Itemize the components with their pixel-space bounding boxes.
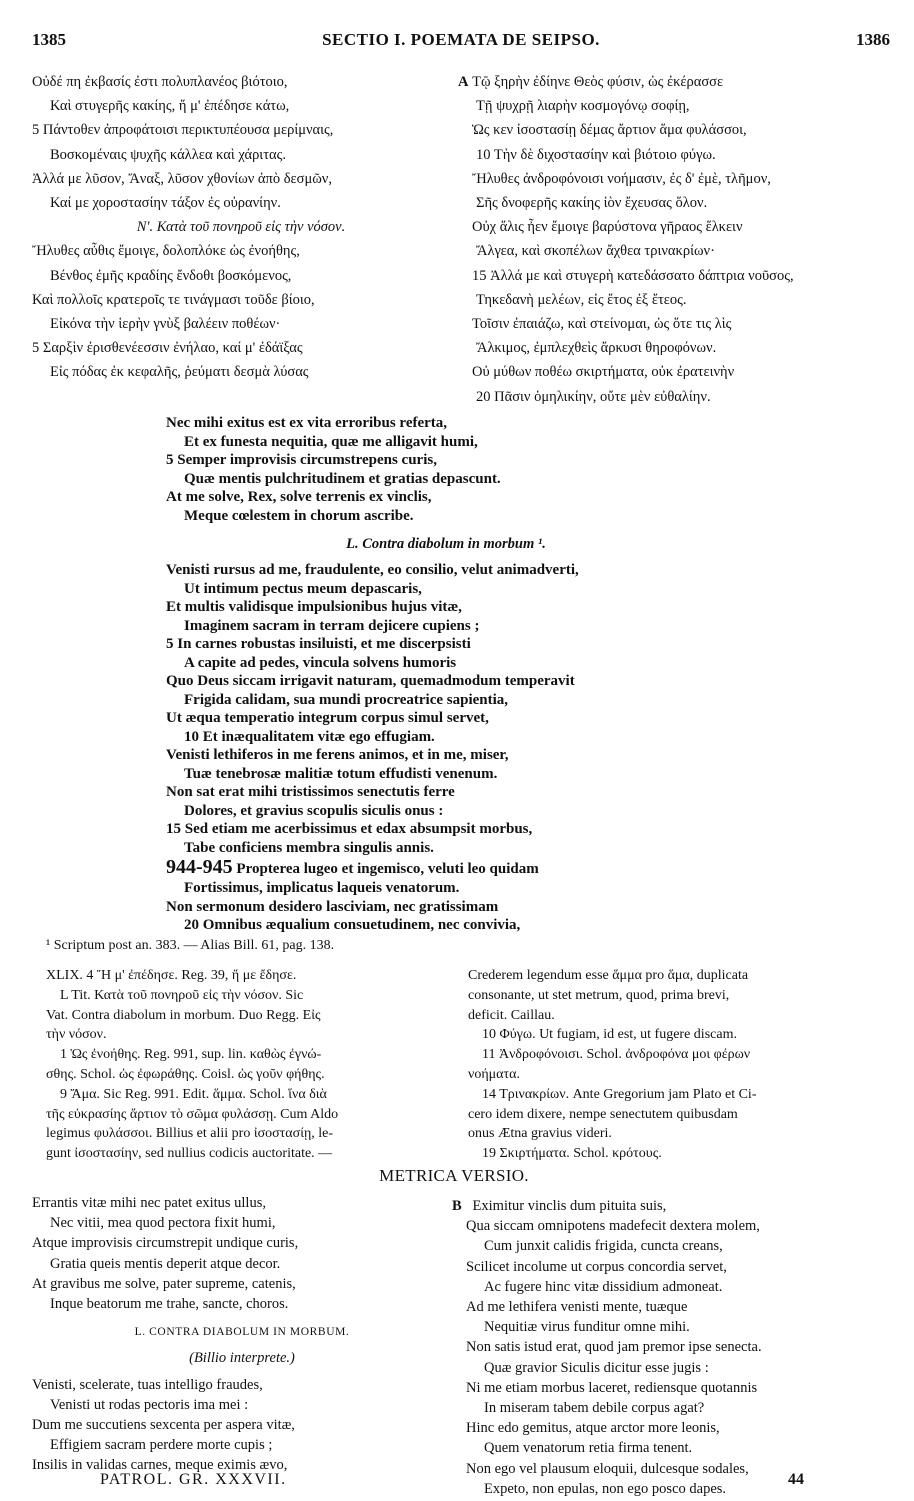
greek-poem-heading: Ν'. Κατὰ τοῦ πονηροῦ εἰς τὴν νόσον. bbox=[136, 219, 346, 236]
greek-line: Καί με χοροστασίην τάξον ἐς οὐρανίην. bbox=[50, 195, 281, 212]
latin-line: 5 Semper improvisis circumstrepens curis, bbox=[166, 452, 437, 468]
greek-line: Ἄλγεα, καὶ σκοπέλων ἄχθεα τρινακρίων· bbox=[476, 243, 715, 260]
metrica-poem-heading: L. CONTRA DIABOLUM IN MORBUM. bbox=[134, 1326, 350, 1339]
verse-line: At gravibus me solve, pater supreme, catenis, bbox=[32, 1275, 296, 1292]
greek-line: Ἤλυθες ἀνδροφόνοισι νοήμασιν, ἐς δ' ἐμὲ, τλῆμον, bbox=[472, 170, 771, 187]
latin-line: Ut intimum pectus meum depascaris, bbox=[184, 580, 422, 597]
verse-line: Nec vitii, mea quod pectora fixit humi, bbox=[50, 1215, 276, 1232]
verse-line: Cum junxit calidis frigida, cuncta creans, bbox=[484, 1238, 723, 1255]
greek-line: Βοσκομέναις ψυχῆς κάλλεα καὶ χάριτας. bbox=[50, 146, 286, 163]
greek-line: Τοῖσιν ἐπαιάζω, καὶ στείνομαι, ὡς ὅτε τις λὶς bbox=[472, 316, 732, 333]
note-line: 9 Ἄμα. Sic Reg. 991. Edit. ἅμμα. Schol. ἵνα διὰ bbox=[60, 1086, 327, 1102]
note-line: 1 Ὡς ἐνοήθης. Reg. 991, sup. lin. καθὼς ἐγνώ- bbox=[60, 1047, 322, 1063]
page-header bbox=[32, 30, 890, 56]
verse-line: Ni me etiam morbus laceret, rediensque quotannis bbox=[466, 1379, 758, 1396]
greek-line: Εἰς πόδας ἐκ κεφαλῆς, ῥεύματι δεσμὰ λύσας bbox=[50, 364, 309, 381]
greek-line: Ὡς κεν ἰσοστασίῃ δέμας ἄρτιον ἅμα φυλάσσοι, bbox=[472, 122, 747, 139]
note-line: τὴν νόσον. bbox=[46, 1027, 107, 1043]
greek-line: Ἄλκιμος, ἐμπλεχθεὶς ἄρκυσι θηροφόνων. bbox=[476, 340, 717, 357]
verse-line: Scilicet incolume ut corpus concordia servet, bbox=[466, 1258, 727, 1275]
greek-line: 5 Σαρξὶν ἐρισθενέεσσιν ἐνήλαο, καί μ' ἐδάϊξας bbox=[32, 340, 303, 357]
note-line: legimus φυλάσσοι. Billius et alii pro ἰσοστασίῃ, le- bbox=[46, 1126, 334, 1142]
latin-line: 20 Omnibus æqualium consuetudinem, nec convivia, bbox=[184, 917, 521, 933]
greek-line: Τῷ ξηρὴν ἐδίηνε Θεὸς φύσιν, ὡς ἐκέρασσε bbox=[472, 74, 724, 90]
metrica-versio-title: METRICA VERSIO. bbox=[379, 1166, 529, 1185]
verse-line: Errantis vitæ mihi nec patet exitus ullus, bbox=[32, 1195, 266, 1211]
greek-left-column bbox=[32, 70, 450, 385]
greek-line: Καὶ στυγερῆς κακίης, ἥ μ' ἐπέδησε κάτω, bbox=[50, 98, 290, 115]
latin-line: Fortissimus, implicatus laqueis venatorum. bbox=[184, 880, 460, 896]
note-line: L Tit. Κατὰ τοῦ πονηροῦ εἰς τὴν νόσον. Sic bbox=[60, 987, 304, 1003]
verse-line: Venisti ut rodas pectoris ima mei : bbox=[50, 1396, 249, 1413]
note-line: Crederem legendum esse ἅμμα pro ἅμα, duplicata bbox=[468, 968, 749, 983]
verse-line: Insilis in validas carnes, meque eximis ævo, bbox=[32, 1457, 288, 1474]
greek-line: Βένθος ἐμῆς κραδίης ἔνδοθι βοσκόμενος, bbox=[50, 267, 292, 284]
note-line: 11 Ἀνδροφόνοισι. Schol. ἀνδροφόνα μοι φέρων bbox=[482, 1047, 751, 1063]
verse-line: Non satis istud erat, quod jam premor ipse senecta. bbox=[466, 1339, 762, 1356]
latin-line: Ut æqua temperatio integrum corpus simul servet, bbox=[166, 710, 489, 726]
note-line: consonante, ut stet metrum, quod, prima brevi, bbox=[468, 987, 730, 1003]
note-line: cero idem dixere, nempe senectutem quibusdam bbox=[468, 1106, 738, 1122]
latin-line: Dolores, et gravius scopulis siculis onus : bbox=[184, 802, 444, 819]
notes-left-column bbox=[46, 966, 446, 1164]
latin-top-block bbox=[166, 414, 726, 525]
latin-line: Propterea lugeo et ingemisco, veluti leo quidam bbox=[236, 861, 539, 877]
verse-line: Quæ gravior Siculis dicitur esse jugis : bbox=[484, 1359, 709, 1376]
greek-line: Τῇ ψυχρῇ λιαρὴν κοσμογόνῳ σοφίῃ, bbox=[476, 98, 690, 115]
greek-line: 20 Πᾶσιν ὁμηλικίην, οὔτε μὲν εὐθαλίην. bbox=[476, 388, 711, 405]
greek-line: Τηκεδανὴ μελέων, εἰς ἔτος ἐξ ἔτεος. bbox=[476, 291, 687, 308]
note-line: σθης. Schol. ὡς ἐφωράθης. Coisl. ὡς γοῦν φήθης. bbox=[46, 1066, 325, 1082]
latin-line: 10 Et inæqualitatem vitæ ego effugiam. bbox=[184, 728, 435, 745]
page-number-right: 1386 bbox=[856, 30, 890, 49]
latin-line: Quæ mentis pulchritudinem et gratias depascunt. bbox=[184, 470, 501, 487]
greek-line: Καὶ πολλοῖς κρατεροῖς τε τινάγμασι τοῦδε βίοιο, bbox=[32, 291, 315, 308]
latin-line: 5 In carnes robustas insiluisti, et me discerpsisti bbox=[166, 636, 471, 652]
footer-signature: PATROL. GR. XXXVII. bbox=[100, 1471, 287, 1488]
note-line: deficit. Caillau. bbox=[468, 1007, 555, 1023]
greek-line: 5 Πάντοθεν ἀπροφάτοισι περικτυπέουσα μερίμναις, bbox=[32, 122, 334, 139]
verse-line: Effigiem sacram perdere morte cupis ; bbox=[50, 1437, 273, 1454]
column-marker-b: B bbox=[452, 1198, 462, 1214]
greek-line: Σῆς δνοφερῆς κακίης ἰὸν ἔχευσας ὅλον. bbox=[476, 195, 708, 212]
latin-line: Frigida calidam, sua mundi procreatrice sapientia, bbox=[184, 691, 509, 708]
note-line: τῆς εὐκρασίης ἄρτιον τὸ σῶμα φυλάσσῃ. Cum Aldo bbox=[46, 1106, 339, 1122]
latin-line: 15 Sed etiam me acerbissimus et edax absumpsit morbus, bbox=[166, 821, 533, 837]
verse-line: Non ego vel plausum eloquii, dulcesque sodales, bbox=[466, 1460, 749, 1477]
metrica-right-column bbox=[452, 1196, 892, 1499]
note-line: XLIX. 4 Ἤ μ' ἐπέδησε. Reg. 39, ἥ με ἔδησε. bbox=[46, 968, 297, 983]
greek-line: Εἰκόνα τὴν ἱερὴν γνὺξ βαλέειν ποθέων· bbox=[50, 316, 281, 333]
verse-line: Dum me succutiens sexcenta per aspera vitæ, bbox=[32, 1417, 295, 1434]
column-marker-a: A bbox=[458, 74, 469, 90]
page-number-left: 1385 bbox=[32, 30, 66, 49]
note-line: 19 Σκιρτήματα. Schol. κρότους. bbox=[482, 1146, 662, 1162]
verse-line: Expeto, non epulas, non ego posco dapes. bbox=[484, 1480, 727, 1497]
verse-line: Gratia queis mentis deperit atque decor. bbox=[50, 1255, 281, 1272]
latin-line: Imaginem sacram in terram dejicere cupiens ; bbox=[184, 617, 480, 634]
footer-sheet-number: 44 bbox=[788, 1471, 804, 1488]
greek-line: Οὐδέ πη ἐκβασίς ἐστι πολυπλανέος βιότοιο, bbox=[32, 74, 288, 90]
greek-right-column bbox=[458, 70, 888, 409]
greek-line: Οὐ μύθων ποθέω σκιρτήματα, οὐκ ἐρατεινὴν bbox=[472, 364, 735, 381]
verse-line: Qua siccam omnipotens madefecit dextera molem, bbox=[466, 1218, 760, 1235]
column-number-marginal: 944-945 bbox=[166, 857, 233, 878]
verse-line: Ac fugere hinc vitæ dissidium admoneat. bbox=[484, 1278, 723, 1295]
note-line: gunt ἰσοστασίην, sed nullius codicis auctoritate. — bbox=[46, 1146, 333, 1162]
verse-line: Ad me lethifera venisti mente, tuæque bbox=[466, 1299, 688, 1316]
latin-line: Non sermonum desidero lasciviam, nec gratissimam bbox=[166, 898, 499, 915]
latin-line: Nec mihi exitus est ex vita erroribus referta, bbox=[166, 415, 448, 431]
verse-line: Eximitur vinclis dum pituita suis, bbox=[472, 1198, 667, 1214]
interpreter-note: (Billio interprete.) bbox=[189, 1350, 295, 1367]
note-line: νοήματα. bbox=[468, 1066, 520, 1082]
verse-line: In miseram tabem debile corpus agat? bbox=[484, 1400, 705, 1417]
footnote: ¹ Scriptum post an. 383. — Alias Bill. 61, pag. 138. bbox=[46, 938, 335, 953]
running-title: SECTIO I. POEMATA DE SEIPSO. bbox=[322, 30, 600, 49]
note-line: 10 Φύγω. Ut fugiam, id est, ut fugere discam. bbox=[482, 1027, 737, 1043]
note-line: onus Ætna gravius videri. bbox=[468, 1126, 612, 1142]
latin-line: At me solve, Rex, solve terrenis ex vinclis, bbox=[166, 489, 432, 505]
greek-line: Ἤλυθες αὖθις ἔμοιγε, δολοπλόκε ὡς ἐνοήθης, bbox=[32, 243, 300, 260]
latin-line: Venisti rursus ad me, fraudulente, eo consilio, velut animadverti, bbox=[166, 562, 579, 578]
latin-line: A capite ad pedes, vincula solvens humoris bbox=[184, 654, 457, 671]
greek-line: Οὐχ ἅλις ἦεν ἔμοιγε βαρύστονα γῆραος ἕλκειν bbox=[472, 219, 743, 236]
verse-line: Inque beatorum me trahe, sancte, choros. bbox=[50, 1296, 289, 1313]
verse-line: Hinc edo gemitus, atque arctor more leonis, bbox=[466, 1420, 720, 1437]
note-line: 14 Τρινακρίων. Ante Gregorium jam Plato et Ci- bbox=[482, 1086, 757, 1102]
latin-poem-heading: L. Contra diabolum in morbum ¹. bbox=[346, 536, 546, 552]
latin-line: Tabe conficiens membra singulis annis. bbox=[184, 839, 434, 856]
latin-line: Non sat erat mihi tristissimos senectutis ferre bbox=[166, 784, 455, 800]
latin-main-block bbox=[166, 561, 746, 935]
latin-line: Tuæ tenebrosæ malitiæ totum effudisti venenum. bbox=[184, 765, 498, 782]
notes-right-column bbox=[468, 966, 888, 1164]
verse-line: Atque improvisis circumstrepit undique curis, bbox=[32, 1235, 299, 1252]
verse-line: Venisti, scelerate, tuas intelligo fraudes, bbox=[32, 1376, 263, 1393]
verse-line: Nequitiæ virus funditur omne mihi. bbox=[484, 1319, 690, 1336]
greek-line: Ἀλλά με λῦσον, Ἄναξ, λῦσον χθονίων ἀπὸ δεσμῶν, bbox=[32, 170, 332, 187]
latin-line: Venisti lethiferos in me ferens animos, et in me, miser, bbox=[166, 747, 509, 763]
latin-line: Et multis validisque impulsionibus hujus vitæ, bbox=[166, 599, 462, 615]
note-line: Vat. Contra diabolum in morbum. Duo Regg. Εἰς bbox=[46, 1007, 321, 1023]
latin-line: Quo Deus siccam irrigavit naturam, quemadmodum temperavit bbox=[166, 673, 575, 689]
greek-line: 10 Τὴν δὲ διχοστασίην καὶ βιότοιο φύγω. bbox=[476, 146, 716, 163]
greek-line: 15 Ἀλλά με καὶ στυγερὴ κατεδάσσατο δάπτρια νοῦσος, bbox=[472, 267, 794, 284]
latin-line: Meque cœlestem in chorum ascribe. bbox=[184, 507, 414, 524]
verse-line: Quem venatorum retia firma tenent. bbox=[484, 1440, 693, 1457]
metrica-left-column bbox=[32, 1193, 452, 1476]
latin-line: Et ex funesta nequitia, quæ me alligavit humi, bbox=[184, 433, 478, 450]
